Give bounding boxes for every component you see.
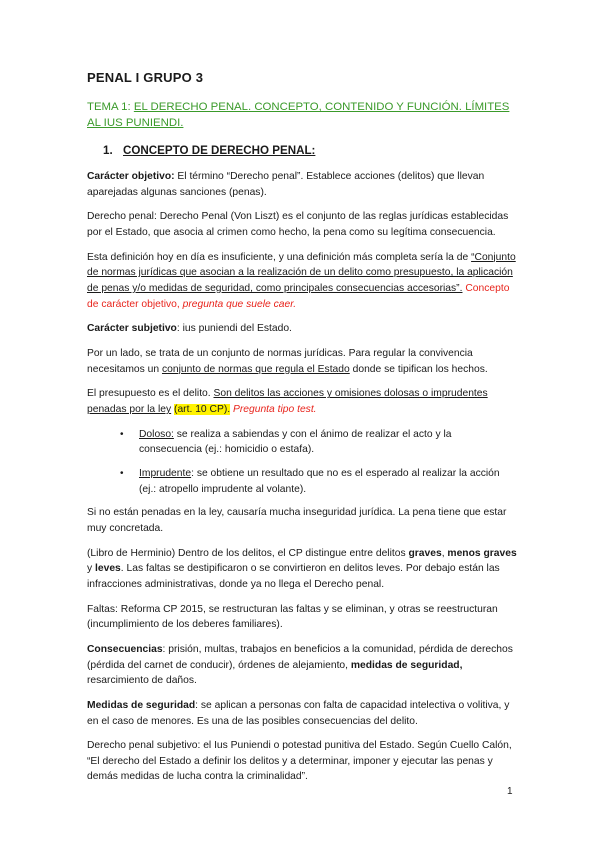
imprudente-text: : se obtiene un resultado que no es el esperado al realizar la acción (ej.: atropello imprudente al volante). — [139, 468, 500, 495]
document-title: PENAL I GRUPO 3 — [87, 70, 204, 85]
norms-underlined: conjunto de normas que regula el Estado — [161, 363, 350, 375]
delito-intro: El presupuesto es el delito. — [87, 388, 214, 400]
bullet-icon: • — [120, 468, 124, 480]
consequences-text-1: : prisión, multas, trabajos en beneficios a la comunidad, pérdida de derechos (pérdida del carnet de conducir), órdenes de alejamiento, — [87, 643, 513, 671]
topic-heading — [87, 99, 517, 131]
list-item-doloso — [87, 427, 517, 458]
paragraph-consequences — [87, 642, 517, 689]
security-measures-text: : se aplican a personas con falta de capacidad intelectiva o volitiva, y en el caso de menores. Es una de las posibles consecuencias del delito. — [87, 699, 510, 727]
paragraph-subjective-law: Derecho penal subjetivo: el Ius Puniendi o potestad punitiva del Estado. Según Cuello Calón, “El derecho del Estado a definir los delitos y a determinar, imponer y ejecutar las penas y demás medidas de lucha contra la criminalidad”. — [87, 740, 512, 783]
doloso-text: se realiza a sabiendas y con el ánimo de realizar el acto y la consecuencia (ej.: homicidio o estafa). — [139, 428, 452, 456]
paragraph-faltas: Faltas: Reforma CP 2015, se restructuran las faltas y se eliminan, y otras se reestructuran (incumplimiento de los deberes familiares). — [87, 603, 498, 631]
subjective-text: : ius puniendi del Estado. — [176, 323, 292, 335]
section-title: CONCEPTO DE DERECHO PENAL: — [123, 144, 316, 157]
paragraph-definition: Derecho penal: Derecho Penal (Von Liszt) es el conjunto de las reglas jurídicas establecidas por el Estado, que asocia al crimen como hecho, la pena como su legítima consecuencia. — [87, 211, 509, 238]
leves-label: leves — [95, 563, 121, 575]
subjective-label: Carácter subjetivo — [87, 323, 177, 335]
paragraph-legal-certainty: Si no están penadas en la ley, causaría mucha inseguridad jurídica. La pena tiene que estar muy concretada. — [87, 507, 507, 534]
list-item-imprudente — [87, 466, 517, 497]
page-number: 1 — [507, 786, 513, 797]
security-measures-inline: medidas de seguridad, — [350, 659, 463, 671]
topic-prefix: TEMA 1: — [87, 101, 134, 113]
norms-text-2: donde se tipifican los hechos. — [349, 363, 488, 375]
topic-title: EL DERECHO PENAL. CONCEPTO, CONTENIDO Y FUNCIÓN. LÍMITES AL IUS PUNIENDI. — [87, 101, 510, 129]
classes-text-1: (Libro de Herminio) Dentro de los delitos, el CP distingue entre delitos — [87, 547, 409, 559]
section-number: 1. — [103, 144, 113, 157]
consequences-label: Consecuencias — [87, 643, 163, 655]
page-content — [87, 70, 517, 794]
paragraph-delito-classes — [87, 546, 517, 593]
graves-label: graves — [408, 547, 442, 559]
delito-definition: Son delitos las acciones y omisiones dolosas o imprudentes penadas por la ley — [87, 388, 488, 416]
exam-note: Concepto de carácter objetivo, — [87, 282, 510, 310]
classes-text-2: , — [441, 547, 448, 559]
consequences-text-2: resarcimiento de daños. — [87, 675, 197, 687]
imprudente-term: Imprudente — [139, 468, 192, 480]
paragraph-subjective — [87, 321, 517, 337]
norms-text-1: Por un lado, se trata de un conjunto de normas jurídicas. Para regular la convivencia necesitamos un — [87, 348, 473, 375]
objective-label: Carácter objetivo: — [87, 171, 175, 182]
paragraph-security-measures — [87, 698, 517, 729]
paragraph-objective — [87, 169, 517, 200]
paragraph-norms — [87, 346, 517, 377]
test-question-note: Pregunta tipo test. — [230, 404, 317, 416]
paragraph-delito — [87, 386, 517, 417]
security-measures-label: Medidas de seguridad — [87, 699, 196, 711]
menos-graves-label: menos graves — [447, 547, 517, 559]
doloso-term: Doloso: — [139, 428, 174, 440]
complete-def-intro: Esta definición hoy en día es insuficiente, y una definición más completa sería la de — [87, 251, 472, 263]
section-heading — [103, 144, 517, 157]
exam-note-italic: pregunta que suele caer. — [182, 298, 297, 310]
article-highlight: (art. 10 CP). — [174, 404, 231, 416]
bullet-icon: • — [120, 428, 124, 440]
paragraph-complete-definition — [87, 250, 517, 312]
delito-types-list — [87, 427, 517, 497]
complete-def-quote: “Conjunto de normas jurídicas que asocian a la realización de un delito como presupuesto, la aplicación de penas y/o medidas de seguridad, como principales consecuencias accesorias”. — [87, 251, 516, 294]
classes-text-3: y — [87, 563, 96, 575]
objective-text: El término “Derecho penal”. Establece acciones (delitos) que llevan aparejadas algunas sanciones (penas). — [87, 171, 485, 198]
classes-text-4: . Las faltas se destipificaron o se convirtieron en delitos leves. Por debajo están las infracciones administrativas, donde ya no llega el Derecho penal. — [87, 563, 500, 590]
